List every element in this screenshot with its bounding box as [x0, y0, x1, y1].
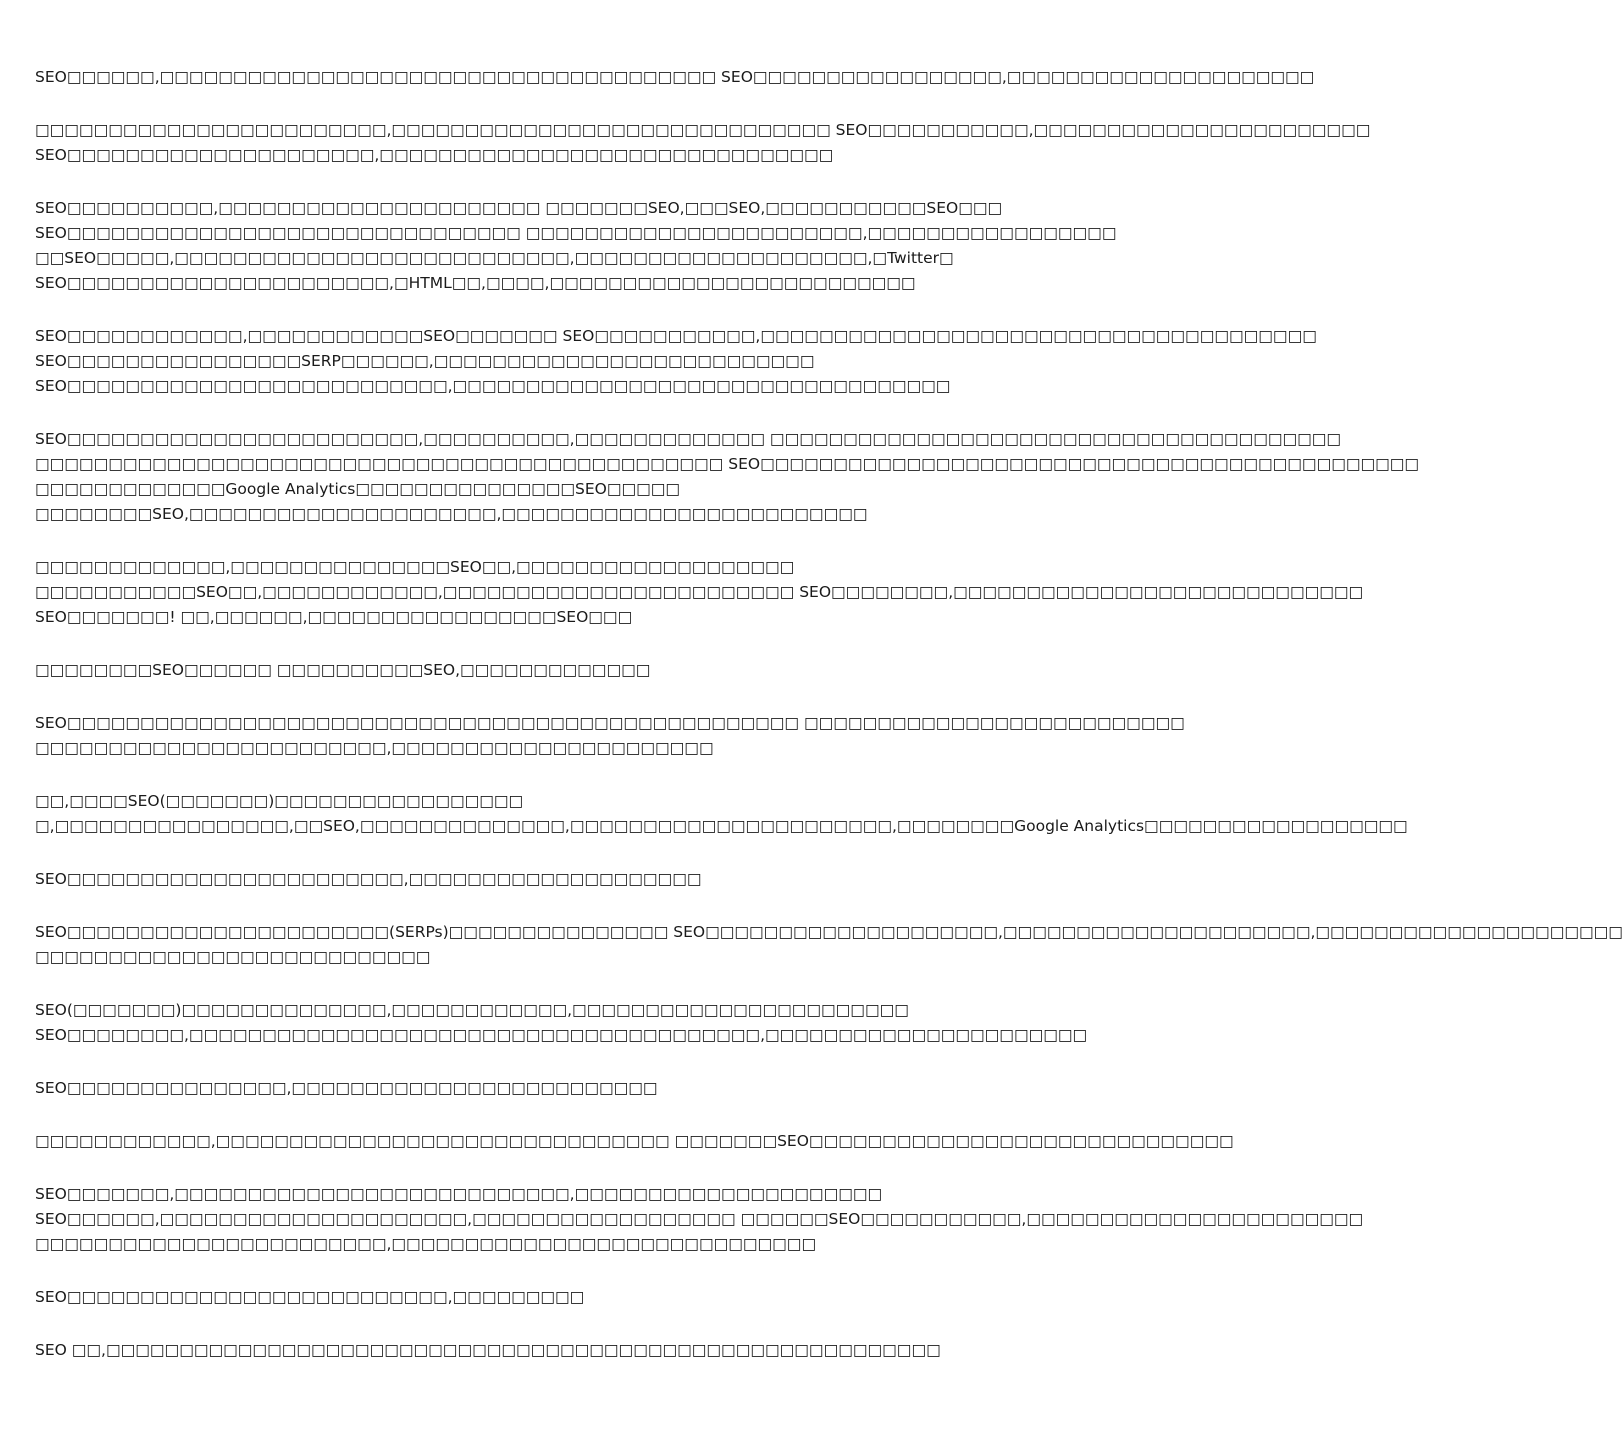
paragraph [35, 555, 1364, 630]
paragraph [35, 867, 994, 892]
text-line: □□□□□□□□□□□□□Google Analytics□□□□□□□□□□□□□□□SEO□□□□□ [35, 480, 681, 498]
text-line: SEO□□□□□□□□□□□□□□□□□□□□□□□□,□□□□□□□□□□,□□□□□□□□□□□□□ □□□□□□□□□□□□□□□□□□□□□□□□□□□□□□□□□□□□□□□ [35, 430, 1342, 448]
text-line: SEO□□□□□□□□□□□□□□□□□□□□□□,□HTML□□,□□□□,□□□□□□□□□□□□□□□□□□□□□□□□□ [35, 274, 916, 292]
text-line: □□□□□□□□□□□□□□□□□□□□□□□□□□□□□□□□□□□□□□□□□□□□□□□ SEO□□□□□□□□□□□□□□□□□□□□□□□□□□□□□□□□□□□□□□□□□□□□□ [35, 455, 1420, 473]
paragraph [35, 998, 1088, 1048]
text-line: SEO □□,□□□□□□□□□□□□□□□□□□□□□□□□□□□□□□□□□□□□□□□□□□□□□□□□□□□□□□□□□ [35, 1341, 941, 1359]
text-line: □□SEO□□□□□,□□□□□□□□□□□□□□□□□□□□□□□□□□□,□□□□□□□□□□□□□□□□□□□□,□Twitter□ [35, 249, 954, 267]
paragraph [35, 920, 1623, 970]
text-line: □□□□□□□□SEO□□□□□□ □□□□□□□□□□SEO,□□□□□□□□□□□□□ [35, 661, 651, 679]
text-line: SEO□□□□□□□□□□□□□□□,□□□□□□□□□□□□□□□□□□□□□□□□□ [35, 1079, 658, 1097]
text-line: □□,□□□□SEO(□□□□□□□)□□□□□□□□□□□□□□□□□ [35, 792, 524, 810]
paragraph [35, 196, 1117, 296]
paragraph [35, 1338, 994, 1363]
paragraph [35, 711, 1185, 761]
text-line: □□□□□□□□□□□□□,□□□□□□□□□□□□□□□SEO□□,□□□□□□□□□□□□□□□□□□□ [35, 558, 795, 576]
text-line: □□□□□□□□□□□□□□□□□□□□□□□□,□□□□□□□□□□□□□□□□□□□□□□□□□□□□□ [35, 1235, 817, 1253]
text-line: SEO(□□□□□□□)□□□□□□□□□□□□□□,□□□□□□□□□□□□,□□□□□□□□□□□□□□□□□□□□□□□ [35, 1001, 909, 1019]
text-line: □,□□□□□□□□□□□□□□□□,□□SEO,□□□□□□□□□□□□□□,□□□□□□□□□□□□□□□□□□□□□□,□□□□□□□□Google Analytics□□□□□□□□□□□□□□□□□□ [35, 817, 1408, 835]
text-line: SEO□□□□□□□□□□□□□□□□□□□□□□□□□□,□□□□□□□□□ [35, 1288, 585, 1306]
text-line: SEO□□□□□□□□□□□□□□□□□□□□□□□□□□,□□□□□□□□□□□□□□□□□□□□□□□□□□□□□□□□□□ [35, 377, 951, 395]
paragraph [35, 1182, 1364, 1257]
paragraph [35, 324, 1317, 399]
text-line: SEO□□□□□□□□□□□□,□□□□□□□□□□□□SEO□□□□□□□ SEO□□□□□□□□□□□,□□□□□□□□□□□□□□□□□□□□□□□□□□□□□□□□□□□□□□ [35, 327, 1317, 345]
text-line: SEO□□□□□□□□□□□□□□□□□□□□□,□□□□□□□□□□□□□□□□□□□□□□□□□□□□□□□ [35, 146, 834, 164]
text-line: □□□□□□□□□□□□,□□□□□□□□□□□□□□□□□□□□□□□□□□□□□□□ □□□□□□□SEO□□□□□□□□□□□□□□□□□□□□□□□□□□□□□ [35, 1132, 1234, 1150]
text-line: SEO□□□□□□,□□□□□□□□□□□□□□□□□□□□□,□□□□□□□□□□□□□□□□□□ □□□□□□SEO□□□□□□□□□□□,□□□□□□□□□□□□□□□□□□□□□□□ [35, 1210, 1364, 1228]
paragraph [35, 427, 1420, 527]
paragraph [35, 1129, 1234, 1154]
text-line: SEO□□□□□□□! □□,□□□□□□,□□□□□□□□□□□□□□□□□SEO□□□ [35, 608, 633, 626]
text-line: □□□□□□□□□□□SEO□□,□□□□□□□□□□□□,□□□□□□□□□□□□□□□□□□□□□□□□ SEO□□□□□□□□,□□□□□□□□□□□□□□□□□□□□□□□□□□□□ [35, 583, 1364, 601]
text-line: SEO□□□□□□□□□□□□□□□□□□□□□□□□□□□□□□□□□□□□□□□□□□□□□□□□□□ □□□□□□□□□□□□□□□□□□□□□□□□□□ [35, 714, 1185, 732]
text-line: SEO□□□□□□,□□□□□□□□□□□□□□□□□□□□□□□□□□□□□□□□□□□□□□ SEO□□□□□□□□□□□□□□□□□,□□□□□□□□□□□□□□□□□□□□□ [35, 68, 1315, 86]
paragraph [35, 658, 994, 683]
text-line: □□□□□□□□□□□□□□□□□□□□□□□□,□□□□□□□□□□□□□□□□□□□□□□□□□□□□□□ SEO□□□□□□□□□□□,□□□□□□□□□□□□□□□□□□□□□□□ [35, 121, 1371, 139]
paragraph [35, 65, 1315, 90]
text-line: □□□□□□□□□□□□□□□□□□□□□□□□,□□□□□□□□□□□□□□□□□□□□□□ [35, 739, 714, 757]
text-line: SEO□□□□□□□□□□□□□□□□□□□□□□(SERPs)□□□□□□□□□□□□□□□ SEO□□□□□□□□□□□□□□□□□□□□,□□□□□□□□□□□□□□□□□□□□□,□□□□□□□□□□□□□□□□□□□□□ [35, 923, 1623, 941]
text-line: SEO□□□□□□□□,□□□□□□□□□□□□□□□□□□□□□□□□□□□□□□□□□□□□□□□,□□□□□□□□□□□□□□□□□□□□□□ [35, 1026, 1088, 1044]
text-line: □□□□□□□□□□□□□□□□□□□□□□□□□□□ [35, 948, 431, 966]
paragraph [35, 1285, 994, 1310]
text-line: SEO□□□□□□□□□□□□□□□□SERP□□□□□□,□□□□□□□□□□□□□□□□□□□□□□□□□□ [35, 352, 815, 370]
text-line: SEO□□□□□□□,□□□□□□□□□□□□□□□□□□□□□□□□□□□,□□□□□□□□□□□□□□□□□□□□□ [35, 1185, 883, 1203]
text-line: SEO□□□□□□□□□□□□□□□□□□□□□□□□□□□□□□□ □□□□□□□□□□□□□□□□□□□□□□□,□□□□□□□□□□□□□□□□□ [35, 224, 1117, 242]
paragraph [35, 118, 1371, 168]
text-line: SEO□□□□□□□□□□,□□□□□□□□□□□□□□□□□□□□□□ □□□□□□□SEO,□□□SEO,□□□□□□□□□□□SEO□□□ [35, 199, 1003, 217]
paragraph [35, 789, 1408, 839]
text-line: SEO□□□□□□□□□□□□□□□□□□□□□□□,□□□□□□□□□□□□□□□□□□□□ [35, 870, 702, 888]
paragraph [35, 1076, 994, 1101]
text-line: □□□□□□□□SEO,□□□□□□□□□□□□□□□□□□□□□,□□□□□□□□□□□□□□□□□□□□□□□□□ [35, 505, 868, 523]
